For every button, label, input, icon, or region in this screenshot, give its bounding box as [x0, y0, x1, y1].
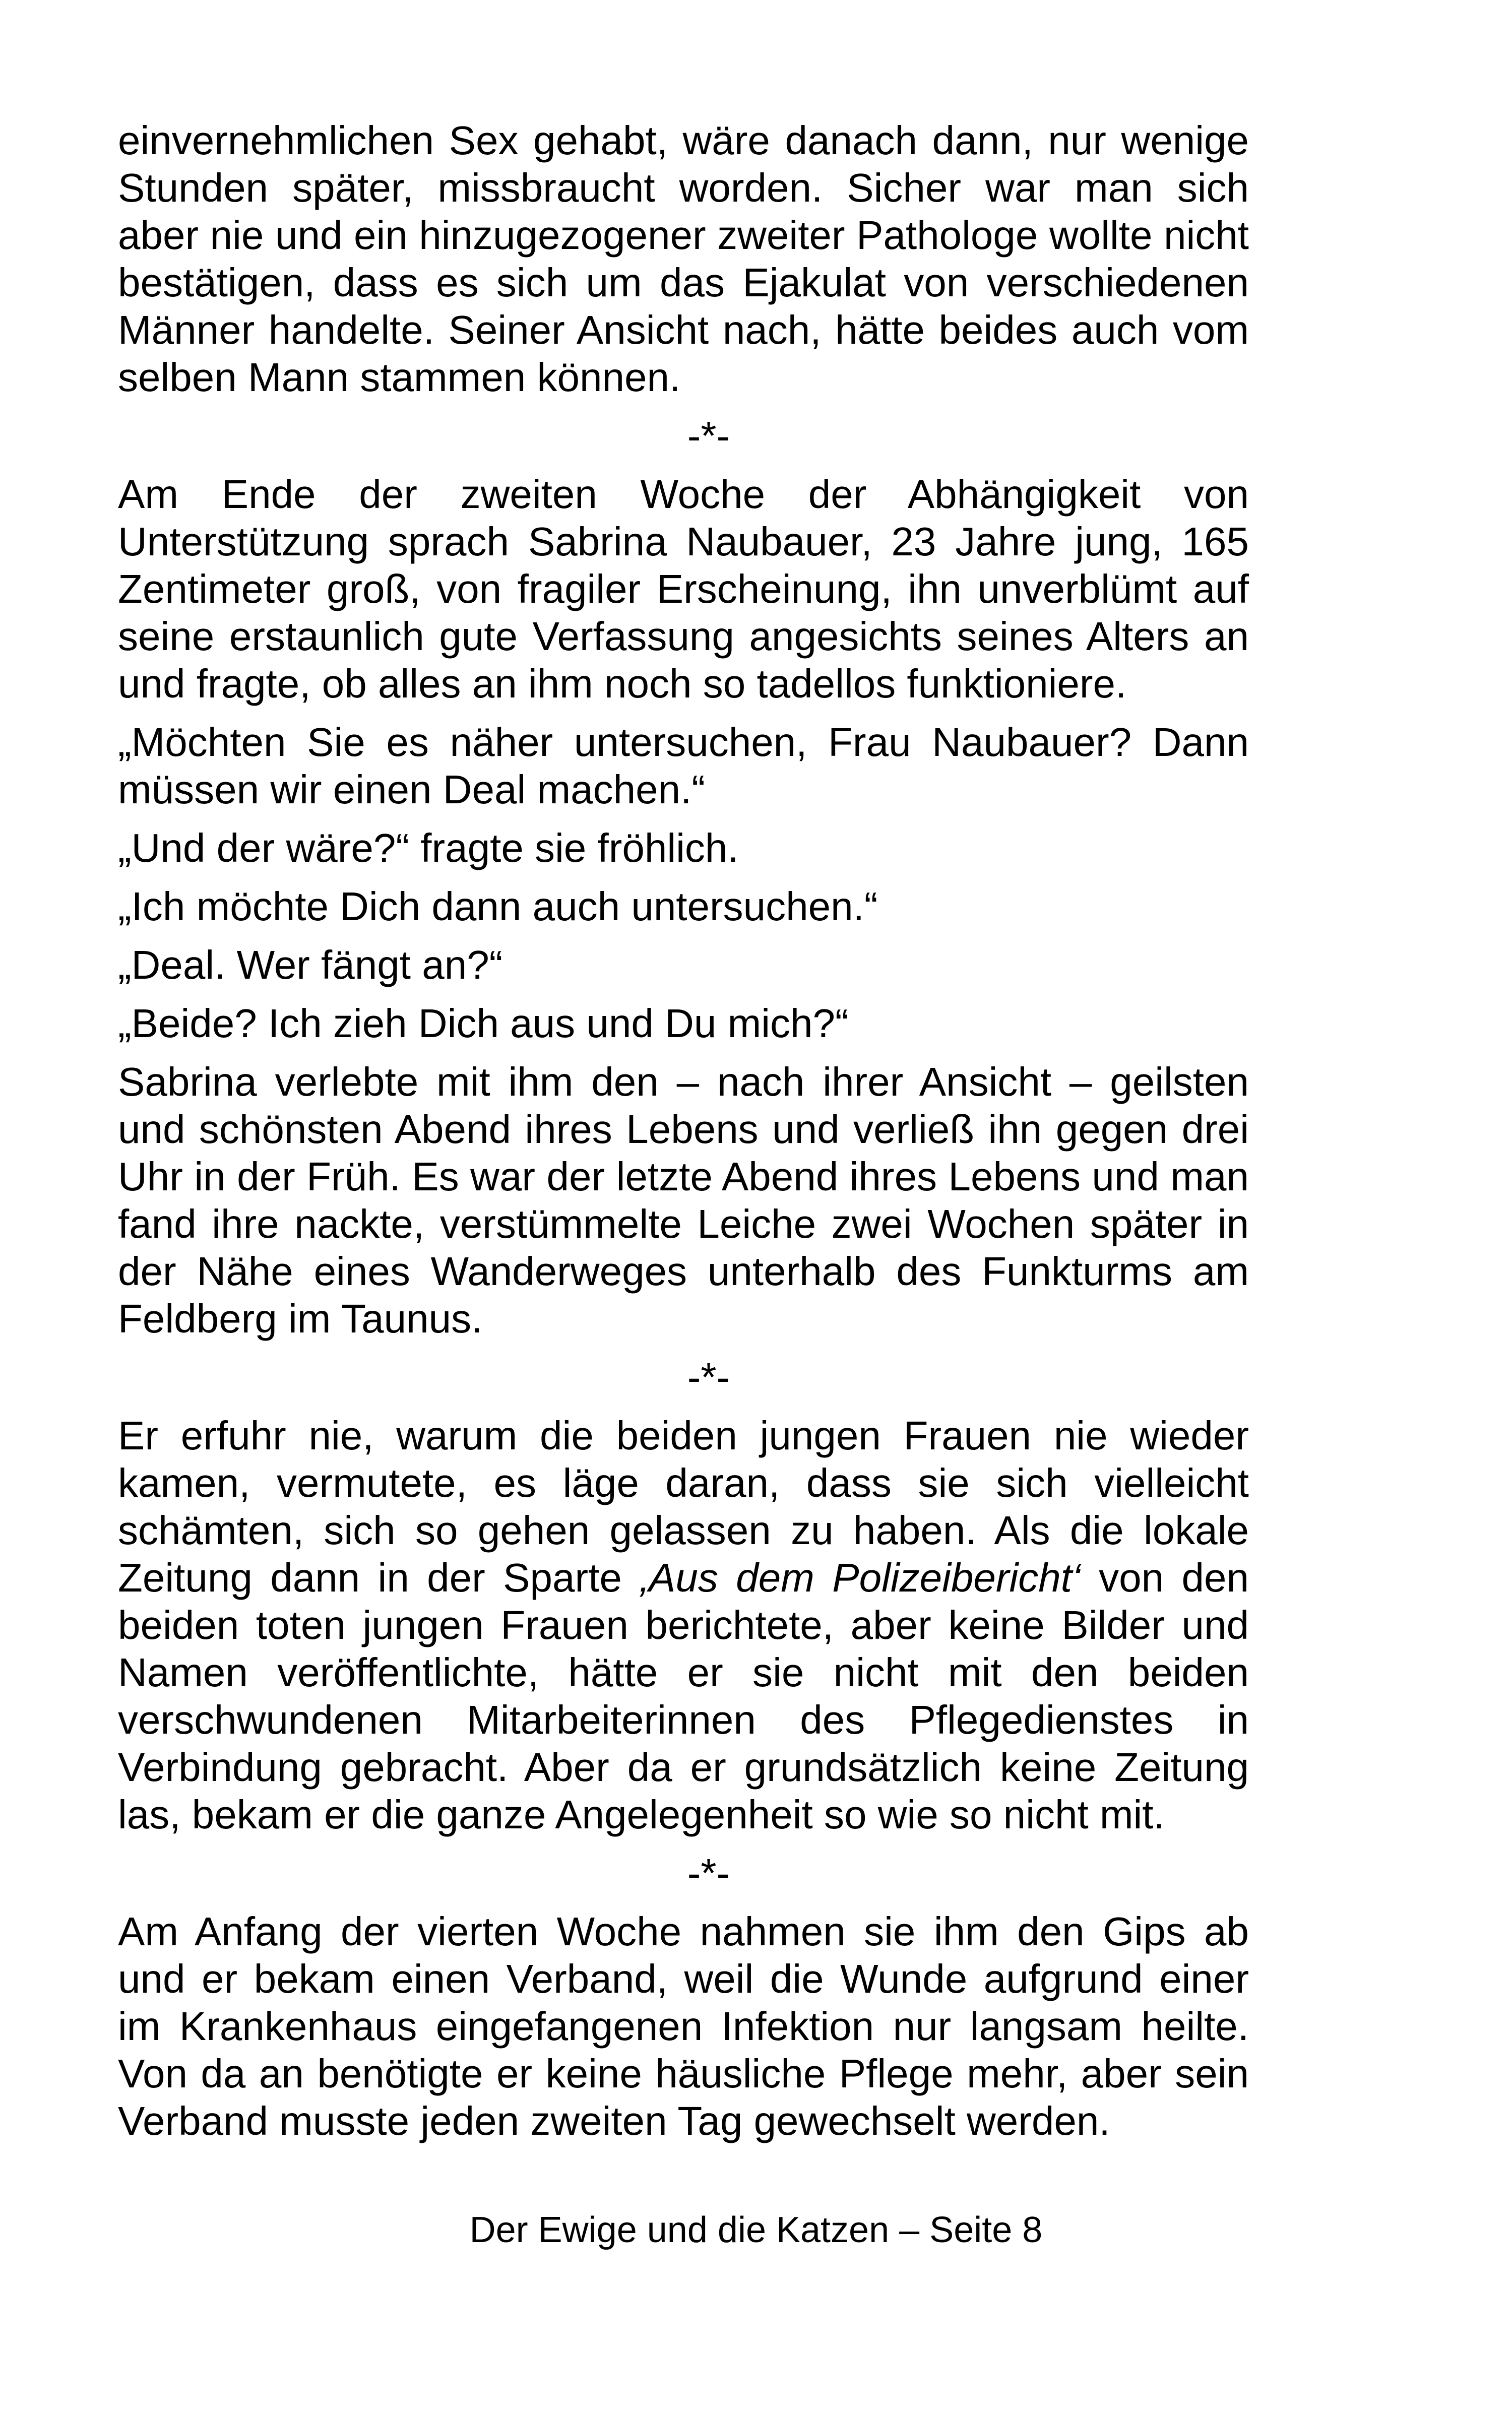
paragraph-8: Sabrina verlebte mit ihm den – nach ihrer Ansicht – geilsten und schönsten Abend ihres Lebens und verließ ihn gegen drei Uhr in der Früh. Es war der letzte Abend ihres Lebens und man fand ihre nackte, verstümmelte Leiche zwei Wochen später in der Nähe eines Wanderweges unterhalb des Funkturms am Feldberg im Taunus. [118, 1059, 1249, 1341]
paragraph-4: „Und der wäre?“ fragte sie fröhlich. [118, 825, 739, 870]
section-separator-2: -*- [687, 1355, 730, 1400]
paragraph-9-italic: ‚Aus dem Polizeibericht‘ [640, 1555, 1081, 1600]
body-text [118, 117, 1249, 2156]
paragraph-9-start: Er erfuhr nie, warum die beiden jungen Frauen nie wieder kamen, vermutete, es läge daran, dass sie sich vielleicht schämten, sich so gehen gelassen zu haben. Als die lokale Zeitung dann in der Sparte [118, 1413, 1249, 1600]
paragraph-7: „Beide? Ich zieh Dich aus und Du mich?“ [118, 1001, 849, 1046]
paragraph-6: „Deal. Wer fängt an?“ [118, 942, 503, 987]
paragraph-3: „Möchten Sie es näher untersuchen, Frau Naubauer? Dann müssen wir einen Deal machen.“ [118, 720, 1249, 812]
section-separator-3: -*- [687, 1851, 730, 1895]
paragraph-1: einvernehmlichen Sex gehabt, wäre danach dann, nur wenige Stunden später, missbraucht worden. Sicher war man sich aber nie und ein hinzugezogener zweiter Pathologe wollte nicht bestätigen, dass es sich um das Ejakulat von verschiedenen Männer handelte. Seiner Ansicht nach, hätte beides auch vom selben Mann stammen können. [118, 118, 1249, 400]
page-footer: Der Ewige und die Katzen – Seite 8 [469, 2210, 1043, 2250]
paragraph-9 [118, 1412, 1249, 1838]
paragraph-5: „Ich möchte Dich dann auch untersuchen.“ [118, 884, 878, 929]
paragraph-2: Am Ende der zweiten Woche der Abhängigkeit von Unterstützung sprach Sabrina Naubauer, 23 Jahre jung, 165 Zentimeter groß, von fragiler Erscheinung, ihn unverblümt auf seine erstaunlich gute Verfassung angesichts seines Alters an und fragte, ob alles an ihm noch so tadellos funktioniere. [118, 472, 1249, 706]
paragraph-10: Am Anfang der vierten Woche nahmen sie ihm den Gips ab und er bekam einen Verband, weil die Wunde aufgrund einer im Krankenhaus eingefangenen Infektion nur langsam heilte. Von da an benötigte er keine häusliche Pflege mehr, aber sein Verband musste jeden zweiten Tag gewechselt werden. [118, 1909, 1249, 2143]
section-separator-1: -*- [687, 413, 730, 458]
paragraph-9-end: von den beiden toten jungen Frauen berichtete, aber keine Bilder und Namen veröffentlichte, hätte er sie nicht mit den beiden verschwundenen Mitarbeiterinnen des Pflegedienstes in Verbindung gebracht. Aber da er grundsätzlich keine Zeitung las, bekam er die ganze Angelegenheit so wie so nicht mit. [118, 1555, 1249, 1837]
